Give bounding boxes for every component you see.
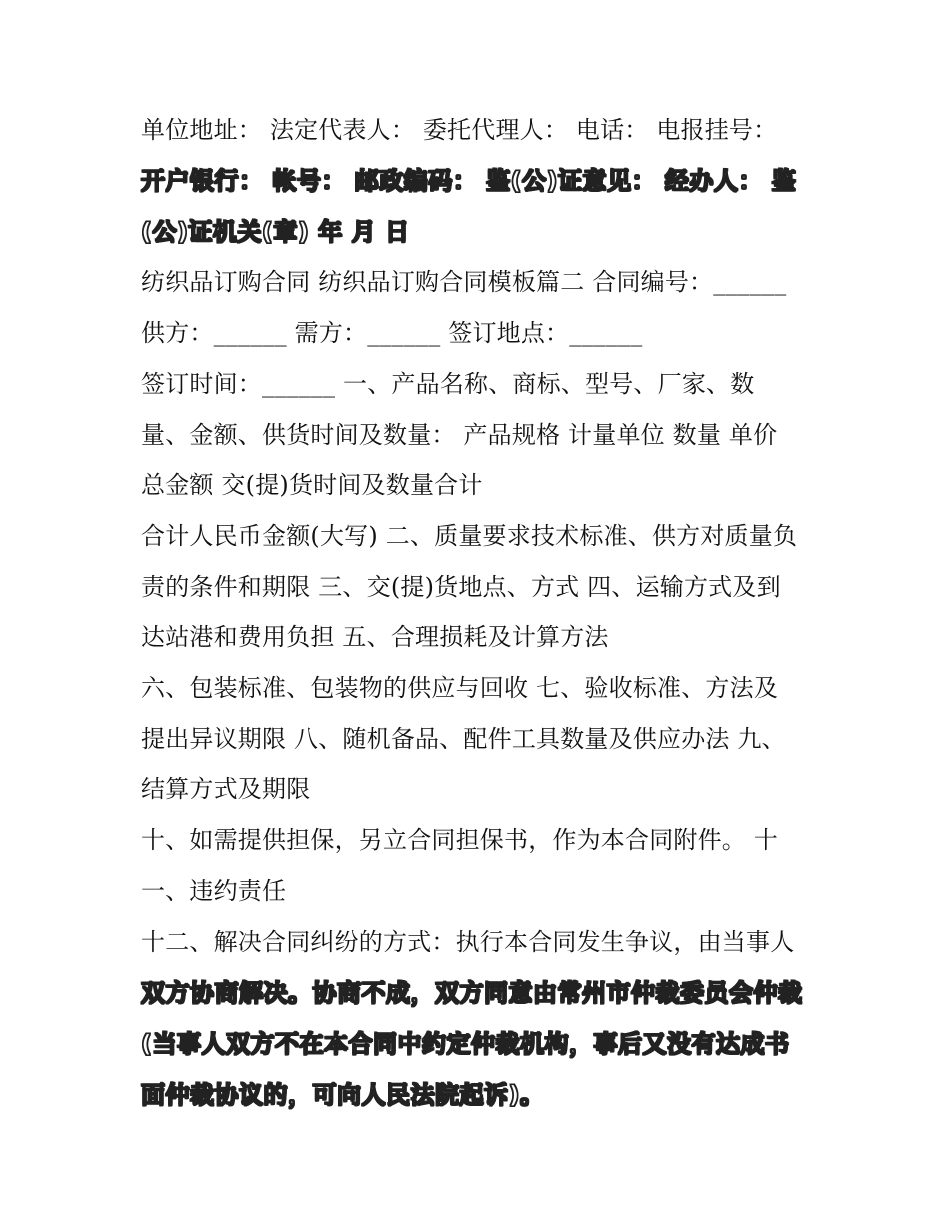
text-line-dispute: 十二、解决合同纠纷的方式：执行本合同发生争议，由当事人 [141, 928, 795, 956]
text-line-delivery: 责的条件和期限 三、交(提)货地点、方式 四、运输方式及到 [141, 573, 781, 601]
text-line-loss: 达站港和费用负担 五、合理损耗及计算方法 [141, 623, 609, 651]
text-line-arbitration-agreement: (当事人双方不在本合同中约定仲裁机构，事后又没有达成书 [141, 1030, 790, 1058]
text-line-amount-quality: 合计人民币金额(大写) 二、质量要求技术标准、供方对质量负 [141, 522, 798, 550]
text-line-sign-time: 签订时间：______ 一、产品名称、商标、型号、厂家、数 [141, 370, 755, 398]
text-line-parties: 供方：______ 需方：______ 签订地点：______ [141, 319, 643, 347]
text-line-settlement: 结算方式及期限 [141, 775, 311, 803]
text-line-total: 总金额 交(提)货时间及数量合计 [141, 471, 483, 499]
text-line-court: 面仲裁协议的，可向人民法院起诉)。 [141, 1081, 545, 1109]
text-line-arbitration: 双方协商解决。协商不成，双方同意由常州市仲裁委员会仲裁 [141, 979, 803, 1007]
text-line-guarantee: 十、如需提供担保，另立合同担保书，作为本合同附件。 十 [141, 826, 779, 854]
text-line-bank-account: 开户银行： 帐号： 邮政编码： 鉴(公)证意见： 经办人： 鉴 [141, 167, 797, 195]
text-line-objection: 提出异议期限 八、随机备品、配件工具数量及供应办法 九、 [141, 725, 786, 753]
text-line-breach: 一、违约责任 [141, 877, 287, 905]
text-line-notary-date: (公)证机关(章) 年 月 日 [141, 218, 410, 246]
text-line-quantity: 量、金额、供货时间及数量： 产品规格 计量单位 数量 单价 [141, 421, 778, 449]
text-line-packaging: 六、包装标准、包装物的供应与回收 七、验收标准、方法及 [141, 674, 779, 702]
text-line-unit-address: 单位地址： 法定代表人： 委托代理人： 电话： 电报挂号： [141, 116, 778, 144]
text-line-contract-title: 纺织品订购合同 纺织品订购合同模板篇二 合同编号：______ [141, 268, 787, 296]
